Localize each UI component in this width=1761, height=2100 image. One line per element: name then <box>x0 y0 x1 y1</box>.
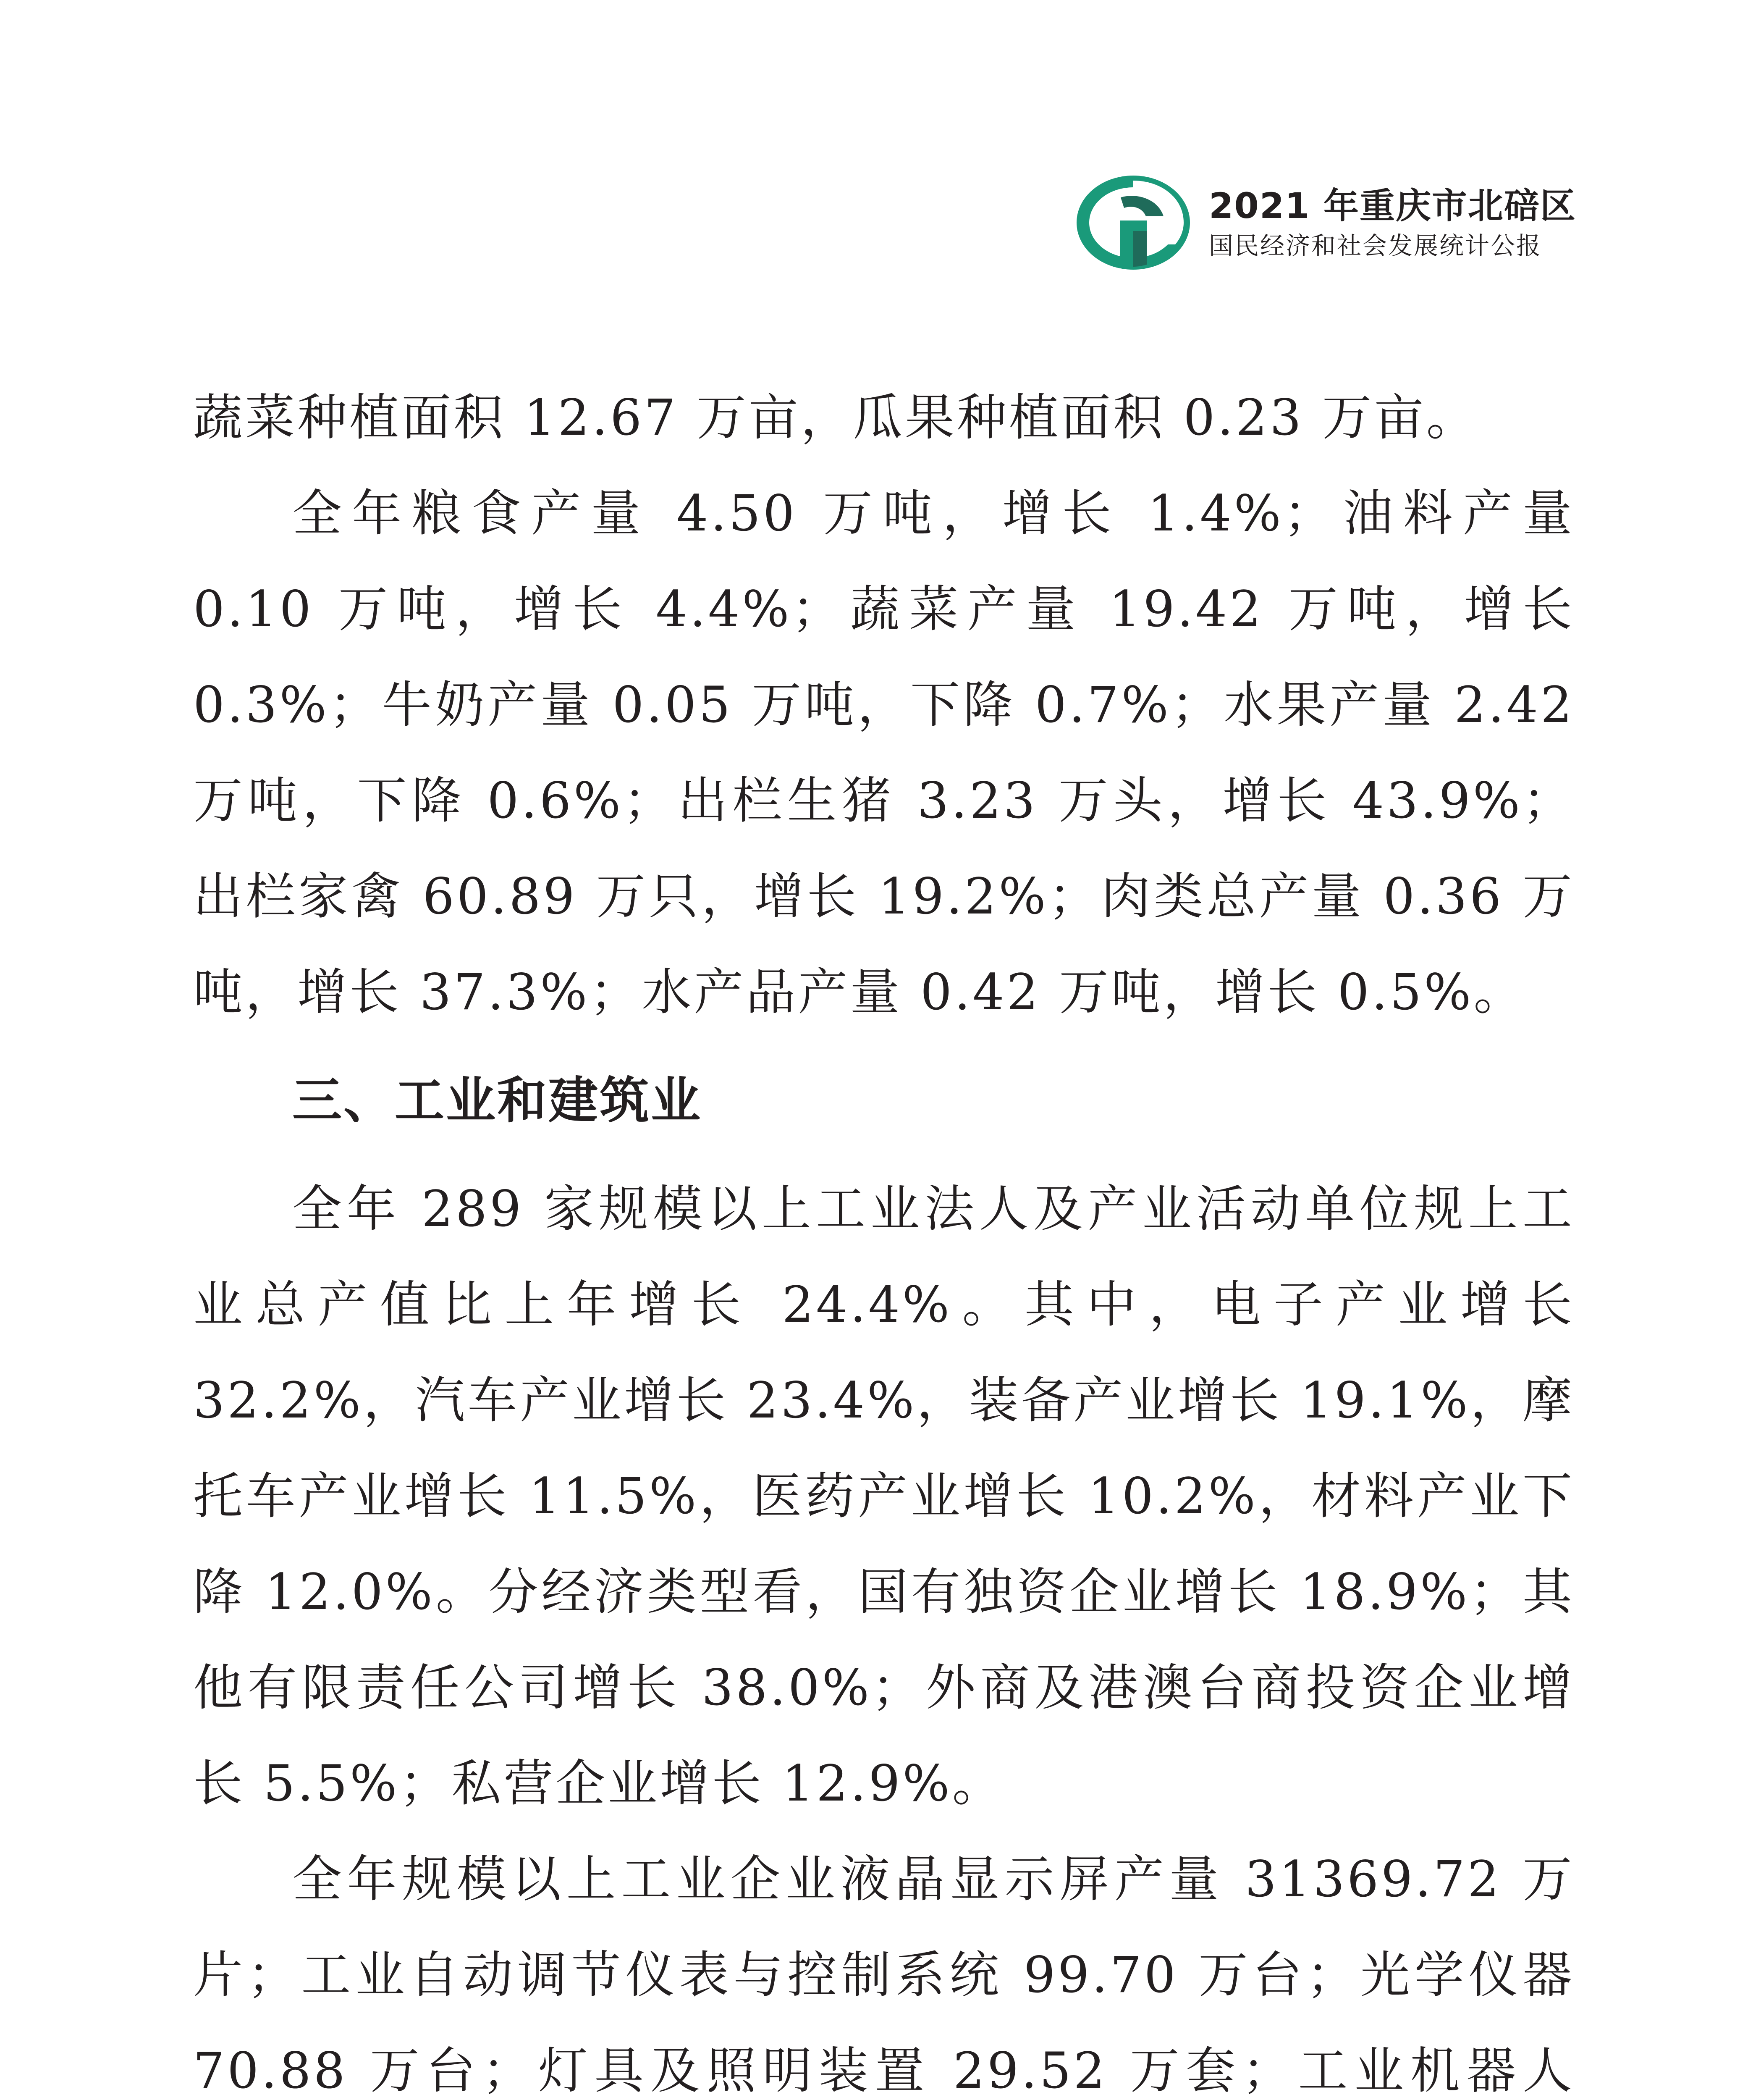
paragraph: 全年规模以上工业企业液晶显示屏产量 31369.72 万片；工业自动调节仪表与控制系统 99.70 万台；光学仪器 70.88 万台；灯具及照明装置 29.52 万套；工业机器人 <box>193 1850 1575 2100</box>
document-body <box>193 370 1575 2100</box>
paragraph: 全年粮食产量 4.50 万吨，增长 1.4%；油料产量 0.10 万吨，增长 4.4%；蔬菜产量 19.42 万吨，增长 0.3%；牛奶产量 0.05 万吨，下降 0.7%；水果产量 2.42 万吨，下降 0.6%；出栏生猪 3.23 万头，增长 43.9%；出栏家禽 60.89 万只，增长 19.2%；肉类总产量 0.36 万吨，增长 37.3%；水产品产量 0.42 万吨，增长 0.5%。 <box>193 484 1575 1021</box>
paragraph: 全年 289 家规模以上工业法人及产业活动单位规上工业总产值比上年增长 24.4%。其中，电子产业增长 32.2%，汽车产业增长 23.4%，装备产业增长 19.1%，摩托车产业增长 11.5%，医药产业增长 10.2%，材料产业下降 12.0%。分经济类型看，国有独资企业增长 18.9%；其他有限责任公司增长 38.0%；外商及港澳台商投资企业增长 5.5%；私营企业增长 12.9%。 <box>193 1180 1575 1812</box>
header-text <box>1209 183 1576 262</box>
page-header <box>1070 168 1576 277</box>
paragraph: 蔬菜种植面积 12.67 万亩，瓜果种植面积 0.23 万亩。 <box>193 388 1478 446</box>
section-heading: 三、工业和建筑业 <box>292 1071 702 1129</box>
statistics-logo-icon <box>1070 168 1196 277</box>
report-title: 2021 年重庆市北碚区 <box>1208 185 1576 226</box>
report-subtitle: 国民经济和社会发展统计公报 <box>1208 231 1542 260</box>
